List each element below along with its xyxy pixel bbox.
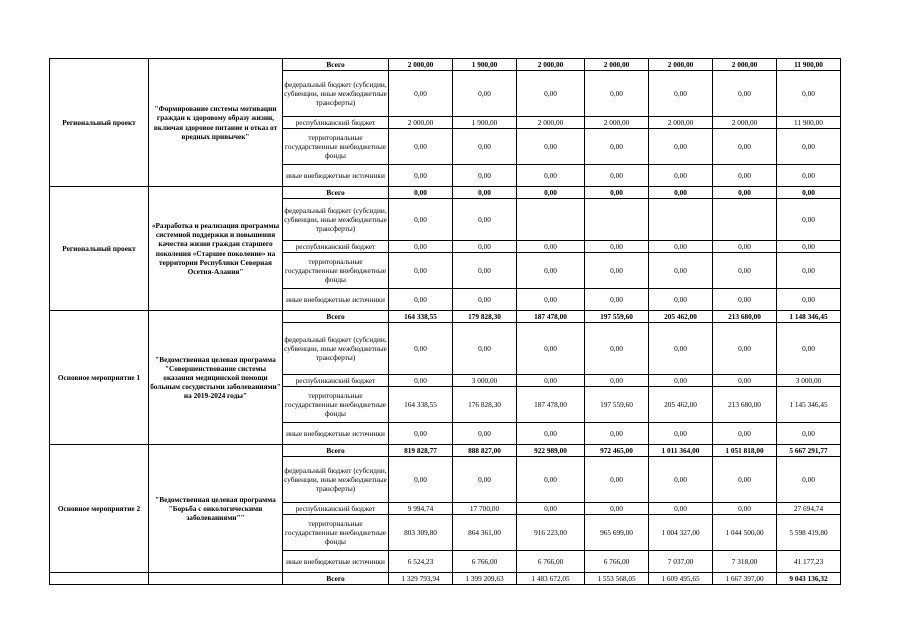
value-cell: 0,00 [649, 375, 713, 387]
value-cell: 6 766,00 [585, 551, 649, 573]
value-cell: 2 000,00 [517, 117, 585, 129]
value-cell: 164 338,55 [389, 311, 453, 323]
funding-source: федеральный бюджет (субсидии, субвенции, иные межбюджетные трансферты) [283, 323, 389, 375]
value-cell: 0,00 [777, 241, 841, 253]
value-cell: 0,00 [453, 165, 517, 187]
value-cell: 0,00 [517, 241, 585, 253]
value-cell: 0,00 [713, 289, 777, 311]
empty-cell [50, 573, 149, 585]
value-cell: 916 223,00 [517, 515, 585, 551]
section-type: Основное мероприятие 1 [50, 311, 149, 445]
value-cell: 0,00 [453, 187, 517, 199]
value-cell: 187 478,00 [517, 311, 585, 323]
value-cell: 0,00 [649, 71, 713, 117]
value-cell: 1 145 346,45 [777, 387, 841, 423]
funding-source: иные внебюджетные источники [283, 165, 389, 187]
value-cell: 7 037,00 [649, 551, 713, 573]
funding-source: Всего [283, 187, 389, 199]
value-cell: 0,00 [389, 199, 453, 241]
value-cell: 0,00 [517, 375, 585, 387]
value-cell: 5 598 419,80 [777, 515, 841, 551]
value-cell: 187 478,00 [517, 387, 585, 423]
value-cell: 0,00 [649, 129, 713, 165]
funding-source: Всего [283, 311, 389, 323]
value-cell: 0,00 [649, 253, 713, 289]
value-cell: 0,00 [453, 241, 517, 253]
value-cell: 0,00 [585, 503, 649, 515]
value-cell: 0,00 [389, 289, 453, 311]
value-cell: 0,00 [777, 289, 841, 311]
value-cell: 0,00 [649, 289, 713, 311]
value-cell: 0,00 [453, 289, 517, 311]
section-type: Региональный проект [50, 187, 149, 311]
value-cell: 0,00 [517, 253, 585, 289]
funding-source: республиканский бюджет [283, 117, 389, 129]
value-cell: 0,00 [517, 323, 585, 375]
funding-source: Всего [283, 59, 389, 71]
section-type: Региональный проект [50, 59, 149, 187]
value-cell: 0,00 [713, 457, 777, 503]
value-cell: 1 004 327,00 [649, 515, 713, 551]
value-cell [517, 199, 585, 241]
funding-source: территориальные государственные внебюджетные фонды [283, 129, 389, 165]
value-cell: 1 399 209,63 [453, 573, 517, 585]
funding-source: республиканский бюджет [283, 241, 389, 253]
value-cell: 0,00 [649, 457, 713, 503]
value-cell: 2 000,00 [649, 117, 713, 129]
value-cell: 0,00 [517, 503, 585, 515]
value-cell: 965 699,00 [585, 515, 649, 551]
value-cell: 2 000,00 [389, 59, 453, 71]
value-cell: 6 766,00 [517, 551, 585, 573]
value-cell: 819 828,77 [389, 445, 453, 457]
value-cell: 1 609 495,65 [649, 573, 713, 585]
value-cell: 0,00 [453, 423, 517, 445]
value-cell: 176 828,30 [453, 387, 517, 423]
value-cell: 11 900,00 [777, 59, 841, 71]
value-cell: 1 011 364,00 [649, 445, 713, 457]
value-cell: 3 000,00 [453, 375, 517, 387]
value-cell: 0,00 [389, 129, 453, 165]
value-cell: 0,00 [777, 253, 841, 289]
table-body [50, 59, 841, 585]
value-cell: 1 667 397,00 [713, 573, 777, 585]
value-cell: 0,00 [585, 253, 649, 289]
funding-source: территориальные государственные внебюджетные фонды [283, 253, 389, 289]
value-cell: 0,00 [453, 253, 517, 289]
value-cell: 922 989,00 [517, 445, 585, 457]
value-cell: 0,00 [517, 289, 585, 311]
value-cell: 27 694,74 [777, 503, 841, 515]
value-cell: 0,00 [585, 71, 649, 117]
value-cell [713, 199, 777, 241]
value-cell: 164 338,55 [389, 387, 453, 423]
value-cell: 0,00 [777, 165, 841, 187]
value-cell: 0,00 [453, 129, 517, 165]
value-cell: 0,00 [453, 71, 517, 117]
value-cell: 0,00 [713, 165, 777, 187]
value-cell [585, 199, 649, 241]
value-cell: 0,00 [517, 71, 585, 117]
section-name: "Ведомственная целевая программа "Совершенствование системы оказания медицинской помощи больным сосудистыми заболеваниями" на 2019-2024 годы" [149, 311, 283, 445]
value-cell: 1 051 818,00 [713, 445, 777, 457]
value-cell: 0,00 [389, 375, 453, 387]
value-cell: 0,00 [389, 423, 453, 445]
value-cell: 2 000,00 [517, 59, 585, 71]
funding-source: федеральный бюджет (субсидии, субвенции, иные межбюджетные трансферты) [283, 199, 389, 241]
value-cell: 0,00 [649, 423, 713, 445]
value-cell: 0,00 [777, 129, 841, 165]
empty-cell [149, 573, 283, 585]
value-cell [649, 199, 713, 241]
total-row [50, 187, 841, 199]
value-cell: 0,00 [649, 323, 713, 375]
value-cell: 1 553 568,05 [585, 573, 649, 585]
value-cell: 0,00 [777, 71, 841, 117]
value-cell: 205 462,00 [649, 387, 713, 423]
value-cell: 2 000,00 [713, 117, 777, 129]
value-cell: 888 827,00 [453, 445, 517, 457]
value-cell: 179 828,30 [453, 311, 517, 323]
funding-source: иные внебюджетные источники [283, 289, 389, 311]
value-cell: 0,00 [517, 165, 585, 187]
value-cell: 0,00 [389, 71, 453, 117]
value-cell: 0,00 [389, 457, 453, 503]
value-cell: 803 309,80 [389, 515, 453, 551]
value-cell: 1 148 346,45 [777, 311, 841, 323]
value-cell: 205 462,00 [649, 311, 713, 323]
value-cell: 213 680,00 [713, 387, 777, 423]
value-cell: 41 177,23 [777, 551, 841, 573]
value-cell: 213 680,00 [713, 311, 777, 323]
value-cell: 1 900,00 [453, 117, 517, 129]
funding-source: Всего [283, 573, 389, 585]
value-cell: 6 766,00 [453, 551, 517, 573]
value-cell: 3 000,00 [777, 375, 841, 387]
funding-source: Всего [283, 445, 389, 457]
value-cell: 0,00 [517, 187, 585, 199]
value-cell: 0,00 [713, 423, 777, 445]
value-cell: 0,00 [649, 165, 713, 187]
value-cell: 0,00 [389, 241, 453, 253]
value-cell: 0,00 [585, 423, 649, 445]
value-cell: 972 465,00 [585, 445, 649, 457]
value-cell: 0,00 [649, 187, 713, 199]
value-cell: 9 994,74 [389, 503, 453, 515]
value-cell: 0,00 [713, 241, 777, 253]
value-cell: 0,00 [713, 71, 777, 117]
value-cell: 0,00 [517, 423, 585, 445]
value-cell: 0,00 [713, 129, 777, 165]
value-cell: 0,00 [585, 187, 649, 199]
grand-total-row [50, 573, 841, 585]
total-row [50, 445, 841, 457]
value-cell: 0,00 [777, 423, 841, 445]
value-cell: 0,00 [713, 375, 777, 387]
value-cell: 1 483 672,05 [517, 573, 585, 585]
funding-source: территориальные государственные внебюджетные фонды [283, 515, 389, 551]
section-name: "Формирование системы мотивации граждан к здоровому образу жизни, включая здоровое питание и отказ от вредных привычек" [149, 59, 283, 187]
value-cell: 0,00 [517, 457, 585, 503]
section-type: Основное мероприятие 2 [50, 445, 149, 573]
value-cell: 0,00 [713, 323, 777, 375]
funding-source: федеральный бюджет (субсидии, субвенции, иные межбюджетные трансферты) [283, 457, 389, 503]
section-name: «Разработка и реализация программы системной поддержки и повышения качества жизни граждан старшего поколения «Старшее поколение» на территории Республики Северная Осетия-Алания" [149, 187, 283, 311]
funding-source: территориальные государственные внебюджетные фонды [283, 387, 389, 423]
value-cell: 9 043 136,32 [777, 573, 841, 585]
value-cell: 0,00 [585, 129, 649, 165]
value-cell: 0,00 [389, 187, 453, 199]
value-cell: 0,00 [777, 457, 841, 503]
funding-source: иные внебюджетные источники [283, 423, 389, 445]
value-cell: 0,00 [453, 323, 517, 375]
value-cell: 0,00 [585, 165, 649, 187]
funding-source: федеральный бюджет (субсидии, субвенции, иные межбюджетные трансферты) [283, 71, 389, 117]
total-row [50, 59, 841, 71]
value-cell: 0,00 [585, 289, 649, 311]
value-cell: 0,00 [713, 503, 777, 515]
value-cell: 0,00 [649, 503, 713, 515]
value-cell: 0,00 [713, 187, 777, 199]
value-cell: 2 000,00 [649, 59, 713, 71]
value-cell: 0,00 [777, 323, 841, 375]
value-cell: 0,00 [777, 199, 841, 241]
value-cell: 0,00 [389, 253, 453, 289]
value-cell: 1 900,00 [453, 59, 517, 71]
value-cell: 864 361,00 [453, 515, 517, 551]
value-cell: 2 000,00 [389, 117, 453, 129]
value-cell: 5 667 291,77 [777, 445, 841, 457]
value-cell: 2 000,00 [585, 117, 649, 129]
total-row [50, 311, 841, 323]
value-cell: 11 900,00 [777, 117, 841, 129]
value-cell: 0,00 [389, 165, 453, 187]
value-cell: 1 329 793,94 [389, 573, 453, 585]
value-cell: 0,00 [585, 323, 649, 375]
value-cell: 0,00 [713, 253, 777, 289]
value-cell: 17 700,00 [453, 503, 517, 515]
funding-source: республиканский бюджет [283, 375, 389, 387]
value-cell: 0,00 [585, 375, 649, 387]
value-cell: 0,00 [453, 457, 517, 503]
value-cell: 1 044 500,00 [713, 515, 777, 551]
budget-table [49, 58, 841, 585]
section-name: "Ведомственная целевая программа "Борьба с онкологическими заболеваниями"" [149, 445, 283, 573]
value-cell: 0,00 [649, 241, 713, 253]
value-cell: 2 000,00 [713, 59, 777, 71]
value-cell: 0,00 [585, 241, 649, 253]
value-cell: 7 318,00 [713, 551, 777, 573]
value-cell: 0,00 [453, 199, 517, 241]
value-cell: 197 559,60 [585, 311, 649, 323]
value-cell: 6 524,23 [389, 551, 453, 573]
value-cell: 2 000,00 [585, 59, 649, 71]
value-cell: 0,00 [389, 323, 453, 375]
value-cell: 0,00 [777, 187, 841, 199]
value-cell: 0,00 [517, 129, 585, 165]
value-cell: 0,00 [585, 457, 649, 503]
funding-source: иные внебюджетные источники [283, 551, 389, 573]
funding-source: республиканский бюджет [283, 503, 389, 515]
value-cell: 197 559,60 [585, 387, 649, 423]
